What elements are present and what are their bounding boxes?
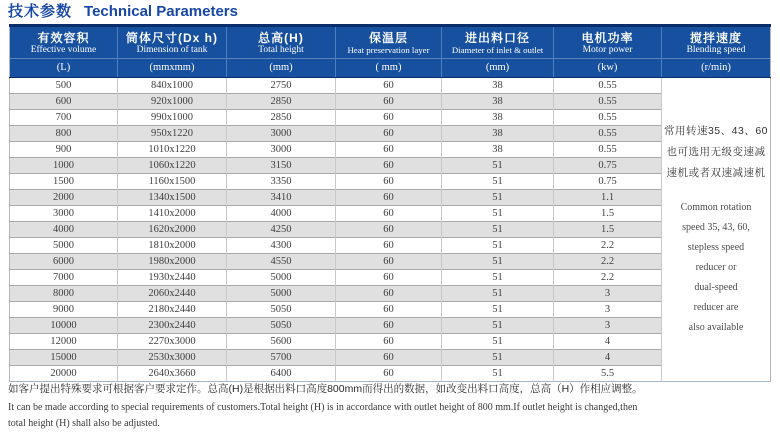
table-cell: 4000 (10, 222, 118, 238)
table-cell: 1930x2440 (118, 270, 227, 286)
header-zh: 进出料口径 (464, 31, 530, 45)
table-cell: 2060x2440 (118, 286, 227, 302)
header-effective-volume (10, 26, 118, 78)
table-cell: 800 (10, 126, 118, 142)
table-cell: 5.5 (554, 366, 662, 382)
header-en: Effective volume (30, 45, 97, 55)
table-cell: 3000 (227, 142, 336, 158)
table-cell: 60 (336, 238, 442, 254)
table-row (10, 270, 771, 286)
table-cell: 4300 (227, 238, 336, 254)
table-cell: 0.55 (554, 110, 662, 126)
table-row (10, 110, 771, 126)
table-cell: 60 (336, 158, 442, 174)
table-cell: 7000 (10, 270, 118, 286)
header-unit: (kw) (554, 58, 661, 77)
table-row (10, 206, 771, 222)
header-diameter-inlet-outlet (442, 26, 554, 78)
table-row (10, 174, 771, 190)
table-cell: 3 (554, 318, 662, 334)
table-cell: 1.5 (554, 222, 662, 238)
table-cell: 1010x1220 (118, 142, 227, 158)
table-cell: 60 (336, 206, 442, 222)
header-zh: 电机功率 (581, 31, 634, 45)
header-motor-power (554, 26, 662, 78)
header-dimension-of-tank (118, 26, 227, 78)
table-cell: 60 (336, 174, 442, 190)
table-cell: 1.1 (554, 190, 662, 206)
header-zh: 筒体尺寸(Dx h) (126, 31, 218, 45)
table-cell: 38 (442, 126, 554, 142)
table-cell: 60 (336, 366, 442, 382)
footer-note-en-line2: total height (H) shall also be adjusted. (8, 418, 160, 429)
table-row (10, 222, 771, 238)
table-cell: 60 (336, 270, 442, 286)
table-cell: 51 (442, 350, 554, 366)
header-en: Heat preservation layer (347, 45, 430, 55)
table-cell: 60 (336, 94, 442, 110)
table-cell: 60 (336, 142, 442, 158)
table-cell: 51 (442, 238, 554, 254)
table-row (10, 366, 771, 382)
table-cell: 1.5 (554, 206, 662, 222)
table-cell: 6000 (10, 254, 118, 270)
table-row (10, 302, 771, 318)
table-cell: 2.2 (554, 270, 662, 286)
table-cell: 5050 (227, 302, 336, 318)
table-cell: 20000 (10, 366, 118, 382)
table-cell: 4550 (227, 254, 336, 270)
table-cell: 60 (336, 286, 442, 302)
header-unit: (L) (10, 58, 117, 77)
table-cell: 4250 (227, 222, 336, 238)
table-cell: 5700 (227, 350, 336, 366)
header-unit: (mm) (442, 58, 553, 77)
table-cell: 3000 (10, 206, 118, 222)
table-cell: 10000 (10, 318, 118, 334)
table-row (10, 334, 771, 350)
header-unit: (r/min) (662, 58, 770, 77)
table-cell: 900 (10, 142, 118, 158)
table-cell: 5000 (227, 286, 336, 302)
table-cell: 1410x2000 (118, 206, 227, 222)
table-cell: 5000 (227, 270, 336, 286)
table-cell: 4 (554, 334, 662, 350)
table-header (10, 26, 771, 78)
table-cell: 0.55 (554, 142, 662, 158)
table-cell: 1620x2000 (118, 222, 227, 238)
table-cell: 1810x2000 (118, 238, 227, 254)
table-cell: 51 (442, 302, 554, 318)
table-cell: 9000 (10, 302, 118, 318)
table-cell: 51 (442, 158, 554, 174)
table-row (10, 126, 771, 142)
table-cell: 1340x1500 (118, 190, 227, 206)
header-unit: (mmxmm) (118, 58, 226, 77)
table-cell: 500 (10, 78, 118, 94)
table-cell: 51 (442, 254, 554, 270)
table-cell: 3 (554, 286, 662, 302)
table-cell: 6400 (227, 366, 336, 382)
table-cell: 920x1000 (118, 94, 227, 110)
table-cell: 51 (442, 270, 554, 286)
table-cell: 4000 (227, 206, 336, 222)
table-cell: 990x1000 (118, 110, 227, 126)
header-zh: 有效容积 (37, 31, 90, 45)
table-cell: 2850 (227, 110, 336, 126)
table-cell: 5600 (227, 334, 336, 350)
header-zh: 保温层 (368, 31, 408, 45)
table-cell: 2180x2440 (118, 302, 227, 318)
header-zh: 总高(H) (258, 31, 304, 45)
table-cell: 3150 (227, 158, 336, 174)
table-cell: 51 (442, 334, 554, 350)
table-cell: 950x1220 (118, 126, 227, 142)
table-cell: 0.75 (554, 158, 662, 174)
table-cell: 1980x2000 (118, 254, 227, 270)
table-cell: 2530x3000 (118, 350, 227, 366)
table-row (10, 94, 771, 110)
table-cell: 51 (442, 206, 554, 222)
table-row (10, 286, 771, 302)
table-cell: 3350 (227, 174, 336, 190)
table-body (10, 78, 771, 382)
table-cell: 2000 (10, 190, 118, 206)
table-cell: 38 (442, 110, 554, 126)
blending-speed-note-cell (662, 78, 771, 382)
table-cell: 60 (336, 302, 442, 318)
table-cell: 5050 (227, 318, 336, 334)
header-en: Diameter of inlet & outlet (451, 45, 544, 55)
table-cell: 60 (336, 334, 442, 350)
footer-notes (8, 382, 776, 432)
table-cell: 5000 (10, 238, 118, 254)
table-cell: 51 (442, 318, 554, 334)
table-cell: 38 (442, 142, 554, 158)
table-cell: 2.2 (554, 238, 662, 254)
table-row (10, 350, 771, 366)
table-cell: 600 (10, 94, 118, 110)
table-cell: 1060x1220 (118, 158, 227, 174)
table-cell: 60 (336, 254, 442, 270)
table-cell: 60 (336, 190, 442, 206)
table-cell: 2300x2440 (118, 318, 227, 334)
table-cell: 60 (336, 318, 442, 334)
table-row (10, 158, 771, 174)
table-cell: 60 (336, 110, 442, 126)
header-unit: ( mm) (336, 58, 441, 77)
header-en: Total height (258, 45, 304, 55)
blending-note-zh: 常用转速35、43、60 也可选用无级变速减 速机或者双速减速机 (663, 125, 769, 179)
technical-parameters-table (9, 24, 771, 382)
header-heat-preservation-layer (336, 26, 442, 78)
table-cell: 2.2 (554, 254, 662, 270)
table-cell: 2640x3660 (118, 366, 227, 382)
table-cell: 51 (442, 222, 554, 238)
table-cell: 3 (554, 302, 662, 318)
table-cell: 2850 (227, 94, 336, 110)
table-cell: 51 (442, 366, 554, 382)
table-cell: 840x1000 (118, 78, 227, 94)
header-unit: (mm) (227, 58, 335, 77)
table-cell: 3410 (227, 190, 336, 206)
table-cell: 51 (442, 174, 554, 190)
table-cell: 38 (442, 78, 554, 94)
table-cell: 60 (336, 126, 442, 142)
table-cell: 8000 (10, 286, 118, 302)
table-cell: 1160x1500 (118, 174, 227, 190)
header-en: Dimension of tank (136, 45, 208, 55)
page-title-zh: 技术参数 (8, 3, 73, 20)
header-total-height (227, 26, 336, 78)
table-cell: 15000 (10, 350, 118, 366)
header-en: Blending speed (686, 45, 746, 55)
table-row (10, 254, 771, 270)
table-cell: 38 (442, 94, 554, 110)
table-row (10, 142, 771, 158)
table-cell: 0.75 (554, 174, 662, 190)
table-row (10, 238, 771, 254)
table-cell: 51 (442, 190, 554, 206)
blending-note-en: Common rotation speed 35, 43, 60, stepless speed reducer or dual-speed reducer are also available (680, 202, 752, 333)
table-cell: 1500 (10, 174, 118, 190)
table-cell: 12000 (10, 334, 118, 350)
table-cell: 2270x3000 (118, 334, 227, 350)
table-cell: 0.55 (554, 78, 662, 94)
table-row (10, 190, 771, 206)
header-blending-speed (662, 26, 771, 78)
header-en: Motor power (582, 45, 633, 55)
footer-note-zh: 如客户提出特殊要求可根据客户要求定作。总高(H)是根据出料口高度800mm而得出的数据，如改变出料口高度，总高（H）作相应调整。 (8, 383, 643, 395)
header-zh: 搅拌速度 (689, 31, 742, 45)
table-cell: 4 (554, 350, 662, 366)
table-cell: 51 (442, 286, 554, 302)
footer-note-en-line1: It can be made according to special requirements of customers.Total height (H) is in accordance with outlet height of 800 mm.If outlet height is changed,then (8, 402, 638, 413)
table-cell: 700 (10, 110, 118, 126)
table-cell: 0.55 (554, 94, 662, 110)
table-cell: 3000 (227, 126, 336, 142)
table-cell: 60 (336, 78, 442, 94)
table-row (10, 78, 771, 94)
table-cell: 60 (336, 350, 442, 366)
page-title (8, 2, 238, 22)
table-cell: 0.55 (554, 126, 662, 142)
page-title-en: Technical Parameters (84, 3, 238, 20)
table-cell: 2750 (227, 78, 336, 94)
table-cell: 1000 (10, 158, 118, 174)
table-row (10, 318, 771, 334)
table-cell: 60 (336, 222, 442, 238)
